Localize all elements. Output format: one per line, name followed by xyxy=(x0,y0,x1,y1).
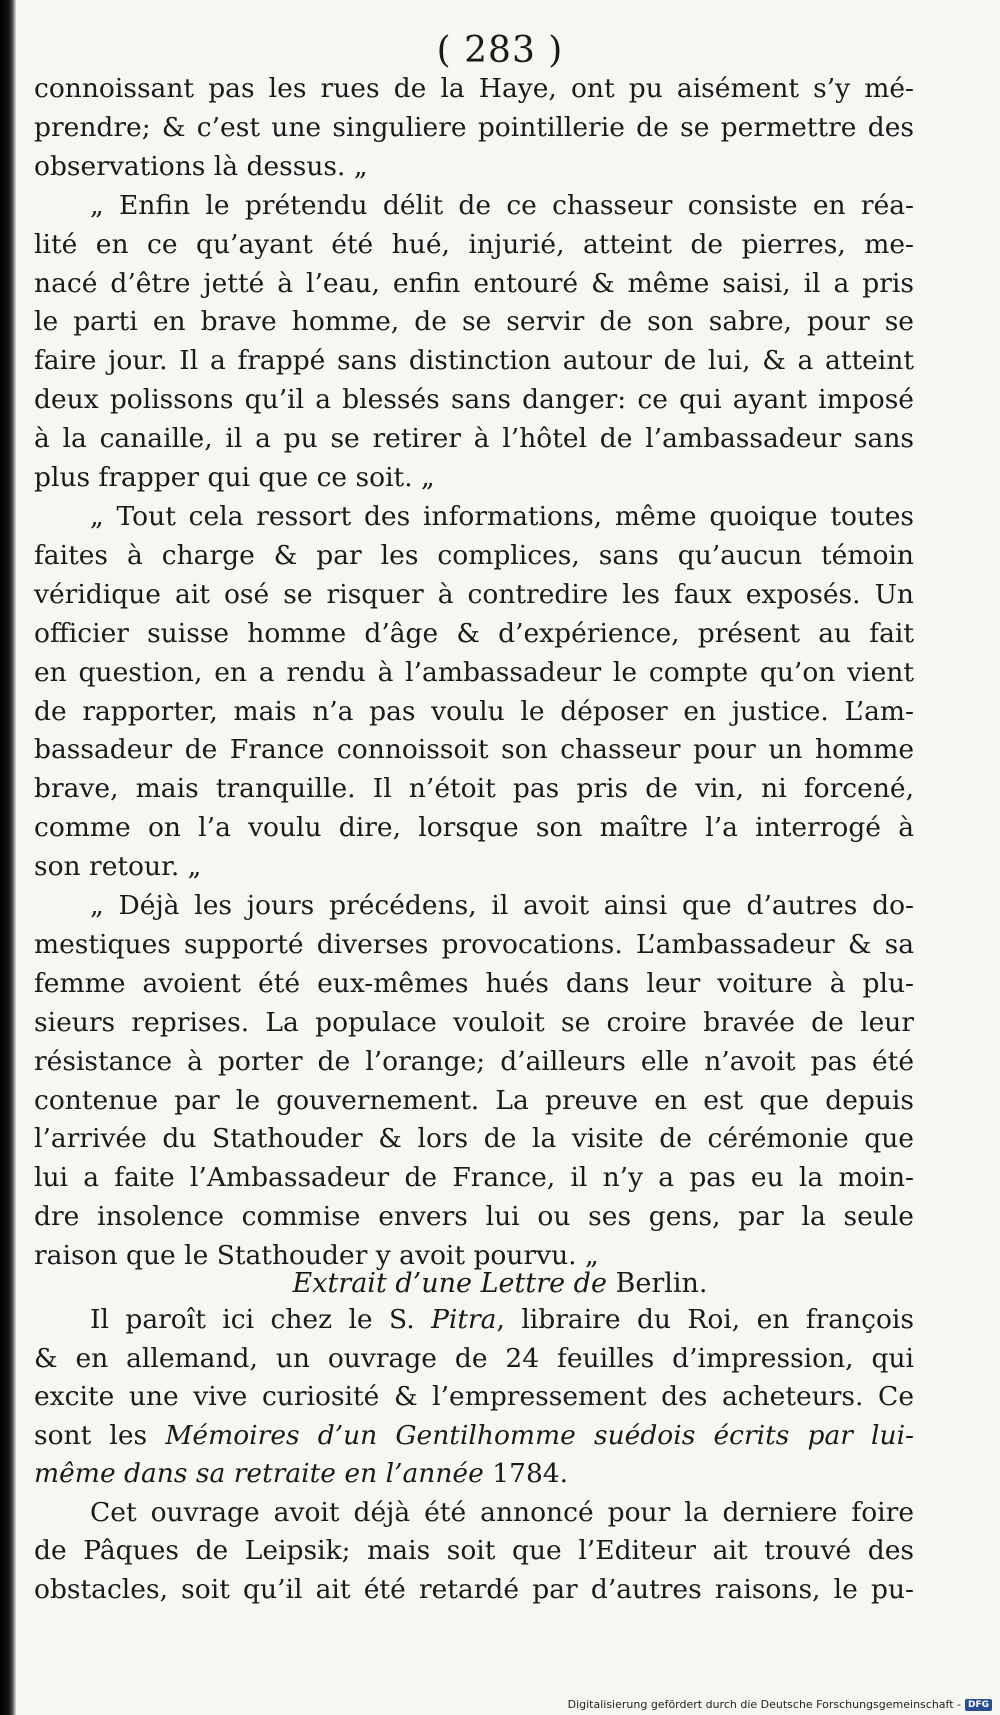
text-line: l’arrivée du Stathouder & lors de la visite de cérémonie que xyxy=(34,1123,914,1155)
text-line: résistance à porter de l’orange; d’ailleurs elle n’avoit pas été xyxy=(34,1045,914,1077)
text-line: Cet ouvrage avoit déjà été annoncé pour la derniere foire xyxy=(90,1496,914,1528)
text-line: son retour. „ xyxy=(34,851,202,883)
text-line: comme on l’a voulu dire, lorsque son maître l’a interrogé à xyxy=(34,812,914,844)
text-line: brave, mais tranquille. Il n’étoit pas pris de vin, ni forcené, xyxy=(34,773,914,805)
text-line: „ Tout cela ressort des informations, même quoique toutes xyxy=(90,500,914,532)
text-line: nacé d’être jetté à l’eau, enfin entouré & même saisi, il a pris xyxy=(34,267,914,299)
text-line: le parti en brave homme, de se servir de son sabre, pour se xyxy=(34,306,914,338)
text-line: de rapporter, mais n’a pas voulu le déposer en justice. L’am- xyxy=(34,695,914,727)
text-line: à la canaille, il a pu se retirer à l’hôtel de l’ambassadeur sans xyxy=(34,423,914,455)
text-line: en question, en a rendu à l’ambassadeur le compte qu’on vient xyxy=(34,656,914,688)
section-heading xyxy=(0,1265,1000,1303)
text-line: obstacles, soit qu’il ait été retardé par d’autres raisons, le pu- xyxy=(34,1573,914,1605)
text-line: Il paroît ici chez le S. Pitra, libraire du Roi, en françois xyxy=(90,1304,914,1335)
text-line: observations là dessus. „ xyxy=(34,150,368,182)
text-line: lui a faite l’Ambassadeur de France, il n’y a pas eu la moin- xyxy=(34,1162,914,1194)
text-line: sieurs reprises. La populace vouloit se croire bravée de leur xyxy=(34,1006,914,1038)
text-line: raison que le Stathouder y avoit pourvu. „ xyxy=(34,1240,599,1272)
dfg-logo-icon: DFG xyxy=(965,1699,992,1711)
text-line: dre insolence commise envers lui ou ses gens, par la seule xyxy=(34,1201,914,1233)
text-line: lité en ce qu’ayant été hué, injurié, atteint de pierres, me- xyxy=(34,228,914,260)
text-line: excite une vive curiosité & l’empressement des acheteurs. Ce xyxy=(34,1381,914,1412)
text-line: contenue par le gouvernement. La preuve en est que depuis xyxy=(34,1084,914,1116)
text-line: bassadeur de France connoissoit son chasseur pour un homme xyxy=(34,734,914,766)
binding-edge xyxy=(0,0,16,1715)
text-line: connoissant pas les rues de la Haye, ont pu aisément s’y mé- xyxy=(34,73,914,104)
text-line: plus frapper qui que ce soit. „ xyxy=(34,462,435,494)
text-line: „ Enfin le prétendu délit de ce chasseur consiste en réa- xyxy=(90,189,914,221)
text-line: faites à charge & par les complices, sans qu’aucun témoin xyxy=(34,539,914,571)
heading-city: Berlin. xyxy=(615,1268,708,1299)
digitization-footer xyxy=(568,1698,992,1711)
text-line: deux polissons qu’il a blessés sans danger: ce qui ayant imposé xyxy=(34,384,914,416)
text-line: véridique ait osé se risquer à contredire les faux exposés. Un xyxy=(34,578,914,610)
heading-italic: Extrait d’une Lettre de xyxy=(292,1268,607,1299)
letter-text-block xyxy=(34,1301,914,1609)
text-line: de Pâques de Leipsik; mais soit que l’Editeur ait trouvé des xyxy=(34,1535,914,1566)
text-line: sont les Mémoires d’un Gentilhomme suédois écrits par lui- xyxy=(34,1419,914,1451)
body-text-block xyxy=(34,70,914,1276)
footer-text: Digitalisierung gefördert durch die Deutsche Forschungsgemeinschaft - xyxy=(567,1698,961,1711)
page-number: ( 283 ) xyxy=(436,30,564,71)
text-line: „ Déjà les jours précédens, il avoit ainsi que d’autres do- xyxy=(90,890,914,922)
text-line: faire jour. Il a frappé sans distinction autour de lui, & a atteint xyxy=(34,345,914,377)
text-line: même dans sa retraite en l’année 1784. xyxy=(34,1458,569,1489)
text-line: mestiques supporté diverses provocations. L’ambassadeur & sa xyxy=(34,928,914,960)
text-line: femme avoient été eux-mêmes hués dans leur voiture à plu- xyxy=(34,967,914,999)
text-line: prendre; & c’est une singuliere pointillerie de se permettre des xyxy=(34,111,914,143)
text-line: & en allemand, un ouvrage de 24 feuilles d’impression, qui xyxy=(34,1342,914,1374)
text-line: officier suisse homme d’âge & d’expérience, présent au fait xyxy=(34,617,914,649)
